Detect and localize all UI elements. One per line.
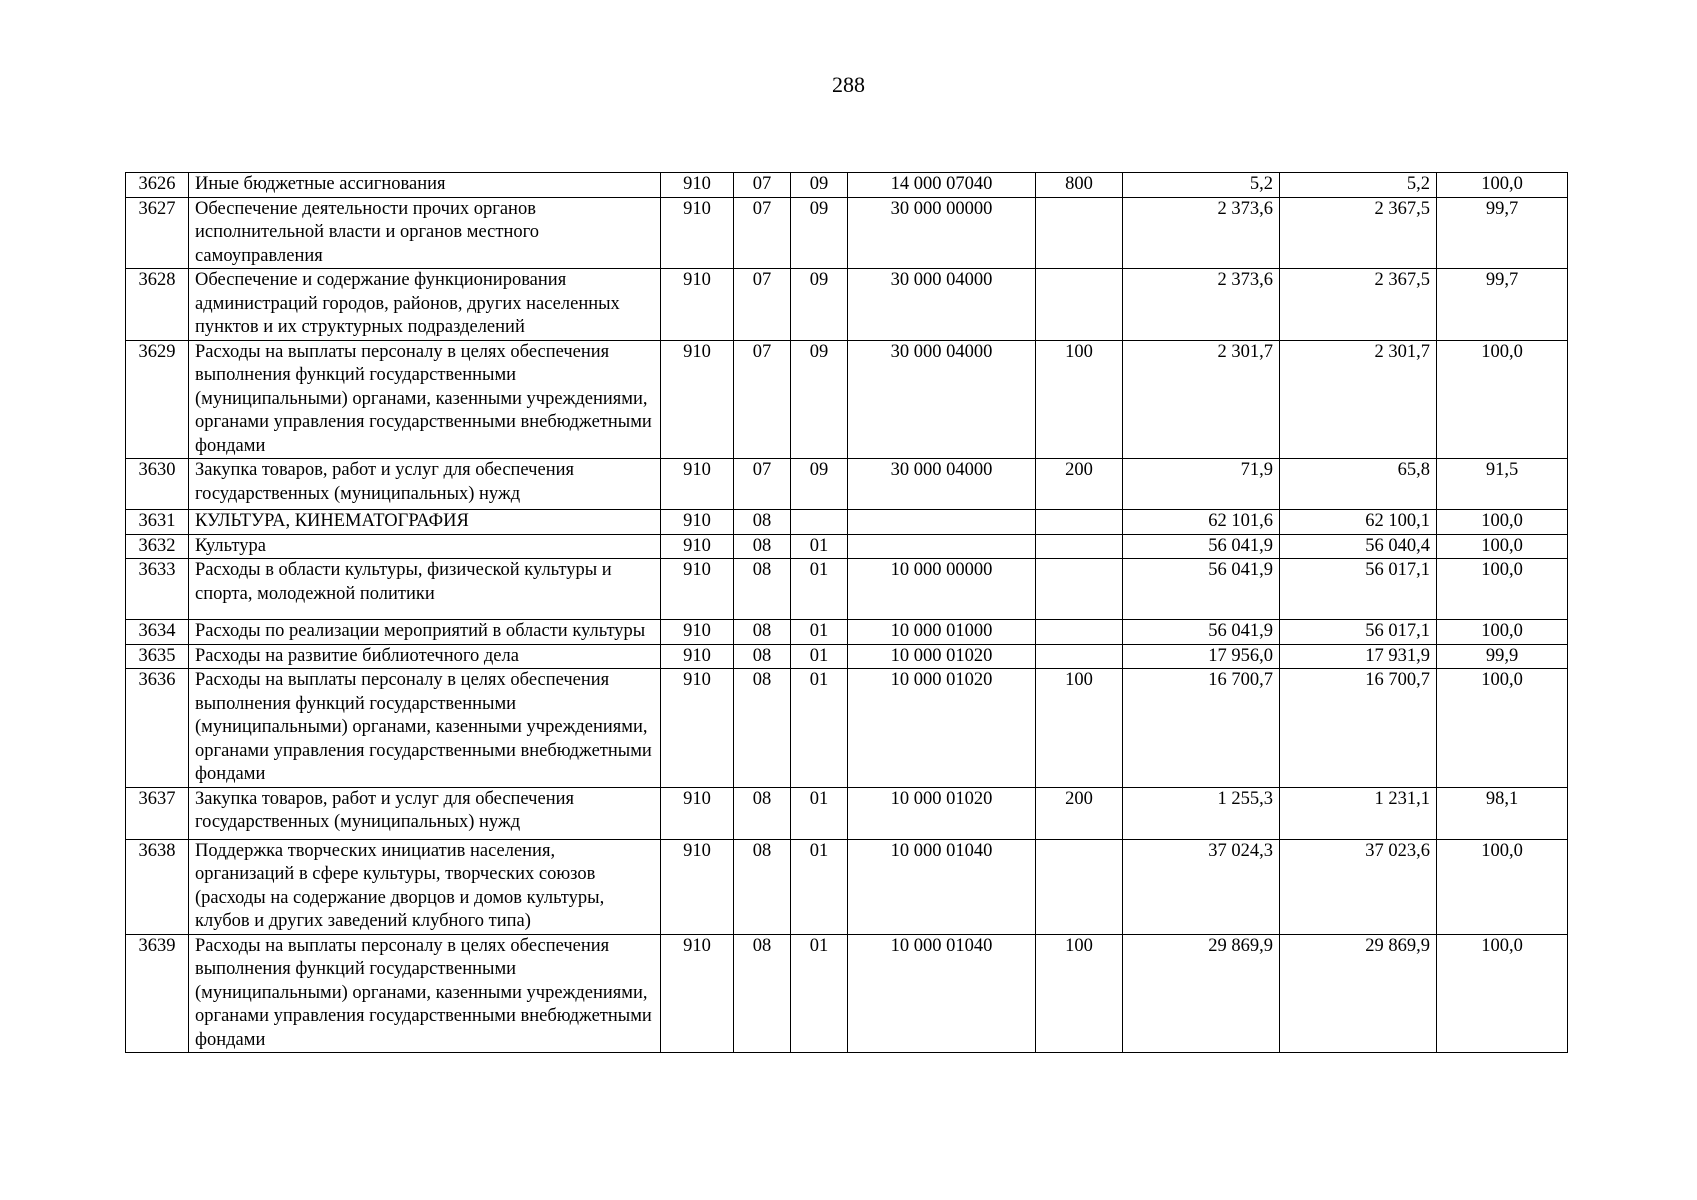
subsection-code-cell: 01 — [791, 534, 848, 559]
expense-name-cell: Расходы на выплаты персоналу в целях обеспечения выполнения функций государственными (муниципальными) органами, казенными учреждениями, органами управления государственными внебюджетными фондами — [189, 340, 661, 459]
expense-name-cell: Закупка товаров, работ и услуг для обеспечения государственных (муниципальных) нужд — [189, 459, 661, 510]
section-code-cell: 08 — [734, 534, 791, 559]
actual-amount-cell: 56 017,1 — [1280, 559, 1437, 620]
target-article-cell: 10 000 01040 — [848, 934, 1036, 1053]
section-code-cell: 08 — [734, 934, 791, 1053]
expense-name-cell: Культура — [189, 534, 661, 559]
subsection-code-cell: 09 — [791, 269, 848, 341]
expense-type-cell: 800 — [1036, 173, 1123, 198]
table-row — [126, 534, 1568, 559]
target-article-cell: 30 000 04000 — [848, 340, 1036, 459]
expense-type-cell: 100 — [1036, 934, 1123, 1053]
department-code-cell: 910 — [661, 669, 734, 788]
department-code-cell: 910 — [661, 269, 734, 341]
execution-percent-cell: 100,0 — [1437, 620, 1568, 645]
department-code-cell: 910 — [661, 534, 734, 559]
target-article-cell: 10 000 01040 — [848, 839, 1036, 934]
expense-name-cell: КУЛЬТУРА, КИНЕМАТОГРАФИЯ — [189, 510, 661, 535]
section-code-cell: 08 — [734, 559, 791, 620]
planned-amount-cell: 56 041,9 — [1123, 534, 1280, 559]
expense-name-cell: Расходы на выплаты персоналу в целях обеспечения выполнения функций государственными (муниципальными) органами, казенными учреждениями, органами управления государственными внебюджетными фондами — [189, 669, 661, 788]
planned-amount-cell: 5,2 — [1123, 173, 1280, 198]
expense-type-cell — [1036, 197, 1123, 269]
expense-name-cell: Расходы по реализации мероприятий в области культуры — [189, 620, 661, 645]
target-article-cell — [848, 534, 1036, 559]
row-number-cell: 3635 — [126, 644, 189, 669]
actual-amount-cell: 2 301,7 — [1280, 340, 1437, 459]
actual-amount-cell: 1 231,1 — [1280, 787, 1437, 839]
row-number-cell: 3626 — [126, 173, 189, 198]
subsection-code-cell: 09 — [791, 173, 848, 198]
target-article-cell: 30 000 00000 — [848, 197, 1036, 269]
execution-percent-cell: 100,0 — [1437, 173, 1568, 198]
table-row — [126, 559, 1568, 620]
row-number-cell: 3630 — [126, 459, 189, 510]
planned-amount-cell: 1 255,3 — [1123, 787, 1280, 839]
section-code-cell: 07 — [734, 340, 791, 459]
execution-percent-cell: 100,0 — [1437, 510, 1568, 535]
budget-table — [125, 172, 1568, 1053]
section-code-cell: 07 — [734, 197, 791, 269]
actual-amount-cell: 2 367,5 — [1280, 197, 1437, 269]
expense-type-cell: 100 — [1036, 340, 1123, 459]
table-row — [126, 197, 1568, 269]
planned-amount-cell: 71,9 — [1123, 459, 1280, 510]
section-code-cell: 08 — [734, 510, 791, 535]
department-code-cell: 910 — [661, 459, 734, 510]
table-row — [126, 839, 1568, 934]
section-code-cell: 08 — [734, 620, 791, 645]
subsection-code-cell: 01 — [791, 559, 848, 620]
actual-amount-cell: 16 700,7 — [1280, 669, 1437, 788]
execution-percent-cell: 100,0 — [1437, 559, 1568, 620]
planned-amount-cell: 29 869,9 — [1123, 934, 1280, 1053]
department-code-cell: 910 — [661, 620, 734, 645]
table-row — [126, 787, 1568, 839]
row-number-cell: 3639 — [126, 934, 189, 1053]
planned-amount-cell: 2 373,6 — [1123, 197, 1280, 269]
expense-name-cell: Обеспечение и содержание функционирования администраций городов, районов, других населенных пунктов и их структурных подразделений — [189, 269, 661, 341]
planned-amount-cell: 62 101,6 — [1123, 510, 1280, 535]
execution-percent-cell: 100,0 — [1437, 340, 1568, 459]
section-code-cell: 08 — [734, 787, 791, 839]
expense-type-cell: 200 — [1036, 459, 1123, 510]
subsection-code-cell: 01 — [791, 839, 848, 934]
actual-amount-cell: 56 040,4 — [1280, 534, 1437, 559]
department-code-cell: 910 — [661, 839, 734, 934]
target-article-cell: 14 000 07040 — [848, 173, 1036, 198]
execution-percent-cell: 91,5 — [1437, 459, 1568, 510]
row-number-cell: 3638 — [126, 839, 189, 934]
planned-amount-cell: 16 700,7 — [1123, 669, 1280, 788]
table-body — [126, 173, 1568, 1053]
planned-amount-cell: 56 041,9 — [1123, 620, 1280, 645]
expense-name-cell: Расходы на выплаты персоналу в целях обеспечения выполнения функций государственными (муниципальными) органами, казенными учреждениями, органами управления государственными внебюджетными фондами — [189, 934, 661, 1053]
table-row — [126, 510, 1568, 535]
actual-amount-cell: 2 367,5 — [1280, 269, 1437, 341]
department-code-cell: 910 — [661, 787, 734, 839]
execution-percent-cell: 100,0 — [1437, 669, 1568, 788]
target-article-cell: 10 000 00000 — [848, 559, 1036, 620]
table-row — [126, 173, 1568, 198]
planned-amount-cell: 56 041,9 — [1123, 559, 1280, 620]
expense-type-cell: 100 — [1036, 669, 1123, 788]
department-code-cell: 910 — [661, 644, 734, 669]
subsection-code-cell: 01 — [791, 934, 848, 1053]
table-row — [126, 644, 1568, 669]
table-row — [126, 620, 1568, 645]
section-code-cell: 08 — [734, 644, 791, 669]
table-row — [126, 669, 1568, 788]
row-number-cell: 3629 — [126, 340, 189, 459]
row-number-cell: 3631 — [126, 510, 189, 535]
expense-type-cell — [1036, 620, 1123, 645]
actual-amount-cell: 62 100,1 — [1280, 510, 1437, 535]
execution-percent-cell: 99,7 — [1437, 197, 1568, 269]
actual-amount-cell: 17 931,9 — [1280, 644, 1437, 669]
execution-percent-cell: 100,0 — [1437, 839, 1568, 934]
department-code-cell: 910 — [661, 934, 734, 1053]
expense-type-cell — [1036, 839, 1123, 934]
target-article-cell: 10 000 01000 — [848, 620, 1036, 645]
target-article-cell: 10 000 01020 — [848, 787, 1036, 839]
table-row — [126, 934, 1568, 1053]
expense-name-cell: Закупка товаров, работ и услуг для обеспечения государственных (муниципальных) нужд — [189, 787, 661, 839]
target-article-cell: 10 000 01020 — [848, 644, 1036, 669]
planned-amount-cell: 37 024,3 — [1123, 839, 1280, 934]
execution-percent-cell: 98,1 — [1437, 787, 1568, 839]
subsection-code-cell: 01 — [791, 620, 848, 645]
department-code-cell: 910 — [661, 197, 734, 269]
section-code-cell: 07 — [734, 173, 791, 198]
table-row — [126, 269, 1568, 341]
section-code-cell: 07 — [734, 459, 791, 510]
subsection-code-cell: 01 — [791, 787, 848, 839]
actual-amount-cell: 5,2 — [1280, 173, 1437, 198]
actual-amount-cell: 56 017,1 — [1280, 620, 1437, 645]
expense-type-cell — [1036, 269, 1123, 341]
target-article-cell: 30 000 04000 — [848, 269, 1036, 341]
target-article-cell: 30 000 04000 — [848, 459, 1036, 510]
row-number-cell: 3637 — [126, 787, 189, 839]
page-number: 288 — [832, 72, 865, 97]
execution-percent-cell: 100,0 — [1437, 534, 1568, 559]
row-number-cell: 3627 — [126, 197, 189, 269]
execution-percent-cell: 99,9 — [1437, 644, 1568, 669]
row-number-cell: 3634 — [126, 620, 189, 645]
row-number-cell: 3628 — [126, 269, 189, 341]
row-number-cell: 3633 — [126, 559, 189, 620]
expense-type-cell — [1036, 644, 1123, 669]
subsection-code-cell: 09 — [791, 197, 848, 269]
expense-type-cell — [1036, 510, 1123, 535]
expense-name-cell: Поддержка творческих инициатив населения, организаций в сфере культуры, творческих союзов (расходы на содержание дворцов и домов культуры, клубов и других заведений клубного типа) — [189, 839, 661, 934]
expense-name-cell: Расходы в области культуры, физической культуры и спорта, молодежной политики — [189, 559, 661, 620]
section-code-cell: 08 — [734, 839, 791, 934]
target-article-cell: 10 000 01020 — [848, 669, 1036, 788]
row-number-cell: 3636 — [126, 669, 189, 788]
row-number-cell: 3632 — [126, 534, 189, 559]
planned-amount-cell: 17 956,0 — [1123, 644, 1280, 669]
department-code-cell: 910 — [661, 340, 734, 459]
expense-type-cell — [1036, 534, 1123, 559]
department-code-cell: 910 — [661, 559, 734, 620]
expense-type-cell: 200 — [1036, 787, 1123, 839]
department-code-cell: 910 — [661, 510, 734, 535]
section-code-cell: 07 — [734, 269, 791, 341]
planned-amount-cell: 2 373,6 — [1123, 269, 1280, 341]
subsection-code-cell: 09 — [791, 459, 848, 510]
target-article-cell — [848, 510, 1036, 535]
table-row — [126, 340, 1568, 459]
actual-amount-cell: 65,8 — [1280, 459, 1437, 510]
execution-percent-cell: 100,0 — [1437, 934, 1568, 1053]
subsection-code-cell: 01 — [791, 669, 848, 788]
expense-name-cell: Обеспечение деятельности прочих органов исполнительной власти и органов местного самоуправления — [189, 197, 661, 269]
table-row — [126, 459, 1568, 510]
execution-percent-cell: 99,7 — [1437, 269, 1568, 341]
expense-type-cell — [1036, 559, 1123, 620]
subsection-code-cell: 09 — [791, 340, 848, 459]
expense-name-cell: Иные бюджетные ассигнования — [189, 173, 661, 198]
department-code-cell: 910 — [661, 173, 734, 198]
subsection-code-cell — [791, 510, 848, 535]
planned-amount-cell: 2 301,7 — [1123, 340, 1280, 459]
subsection-code-cell: 01 — [791, 644, 848, 669]
actual-amount-cell: 29 869,9 — [1280, 934, 1437, 1053]
section-code-cell: 08 — [734, 669, 791, 788]
actual-amount-cell: 37 023,6 — [1280, 839, 1437, 934]
expense-name-cell: Расходы на развитие библиотечного дела — [189, 644, 661, 669]
